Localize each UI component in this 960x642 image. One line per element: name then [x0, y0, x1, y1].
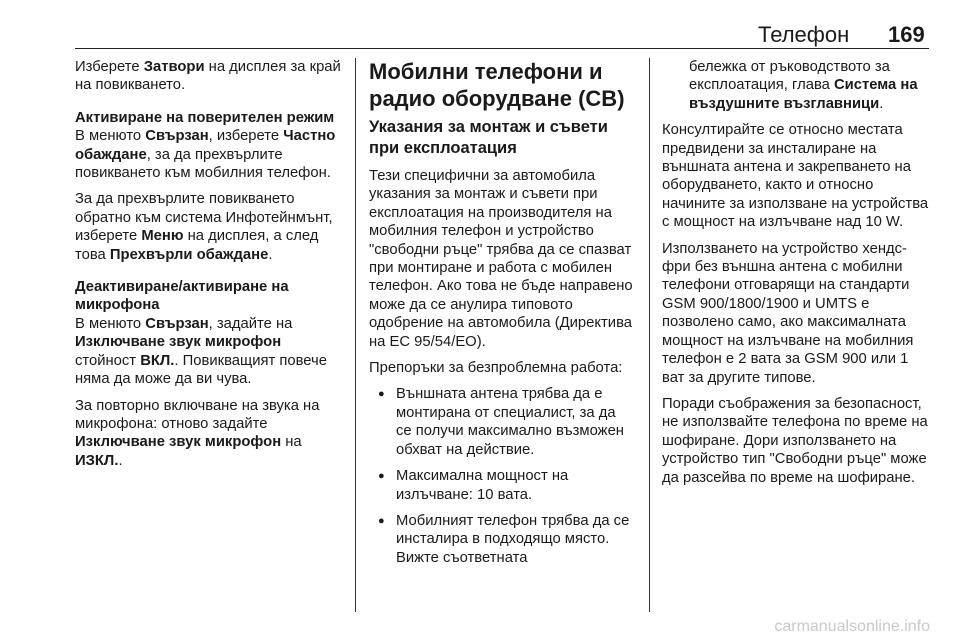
paragraph-recommendations: Препоръки за безпроблемна работа: [369, 360, 623, 377]
paragraph-private-call: В менюто Свързан, изберете Частно обаждане, за да прехвърлите повикването към мобилния телефон. [75, 128, 336, 182]
list-item: ● Външната антена трябва да е монтирана от специалист, за да се получи максимално възможен обхват на действие. [369, 385, 633, 459]
list-item: ● Максимална мощност на излъчване: 10 вата. [369, 467, 633, 504]
section-heading: Мобилни телефони и радио оборудване (CB) [369, 59, 625, 111]
paragraph-close-call: Изберете Затвори на дисплея за край на повикването. [75, 59, 341, 94]
header-divider [75, 48, 929, 49]
list-item: ● Мобилният телефон трябва да се инсталира в подходящо място. Вижте съответната [369, 512, 633, 567]
recommendations-list [369, 385, 633, 567]
column-divider [355, 58, 356, 612]
list-item-continuation: бележка от ръководството за експлоатация, глава Система на въздушните възглавници. [689, 59, 918, 112]
paragraph-installation: Тези специфични за автомобила указания за монтаж и съвети при експлоатация на производителя на мобилния телефон и устройство "свободни ръце" трябва да се спазват при монтиране и работа с мобилен телефон. Ако това не бъде направено може да се анулира типовото одобрение на автомобила (Директива на ЕС 95/54/ЕО). [369, 168, 633, 350]
section-title: Телефон [758, 22, 850, 47]
page-header [0, 0, 960, 50]
paragraph-mute-mic: В менюто Свързан, задайте на Изключване звук микрофон стойност ВКЛ.. Повикващият повече няма да може да ви чува. [75, 315, 327, 388]
column-left [75, 58, 343, 478]
paragraph-transfer-back: За да прехвърлите повикването обратно към система Инфотейнмънт, изберете Меню на дисплея, а след това Прехвърли обаждане. [75, 191, 333, 263]
paragraph-consult: Консултирайте се относно местата предвидени за инсталиране на външната антена и закрепването на оборудването, както и относно начините за използване на устройства с мощност на излъчване над 10 W. [662, 122, 929, 231]
heading-private-mode: Активиране на поверителен режим [75, 109, 335, 126]
paragraph-unmute-mic: За повторно включване на звука на микрофона: отново задайте Изключване звук микрофон на ИЗКЛ.. [75, 397, 320, 469]
watermark: carmanualsonline.info [774, 618, 930, 635]
column-right [662, 58, 930, 495]
subsection-heading: Указания за монтаж и съвети при експлоатация [369, 118, 608, 157]
paragraph-safety: Поради съображения за безопасност, не използвайте телефона по време на шофиране. Дори използването на устройство тип "Свободни ръце" може да разсейва по време на шофиране. [662, 395, 928, 486]
paragraph-handsfree: Използването на устройство хендс-фри без външна антена с мобилни телефони отговарящи на стандарти GSM 900/1800/1900 и UMTS е позволено само, ако максималната мощност на излъчване на мобилния телефон е 2 вата за GSM 900 или 1 ват за другите типове. [662, 240, 914, 386]
heading-microphone: Деактивиране/активиране на микрофона [75, 279, 289, 314]
page-number: 169 [888, 22, 925, 47]
column-middle [369, 58, 633, 575]
column-divider [649, 58, 650, 612]
